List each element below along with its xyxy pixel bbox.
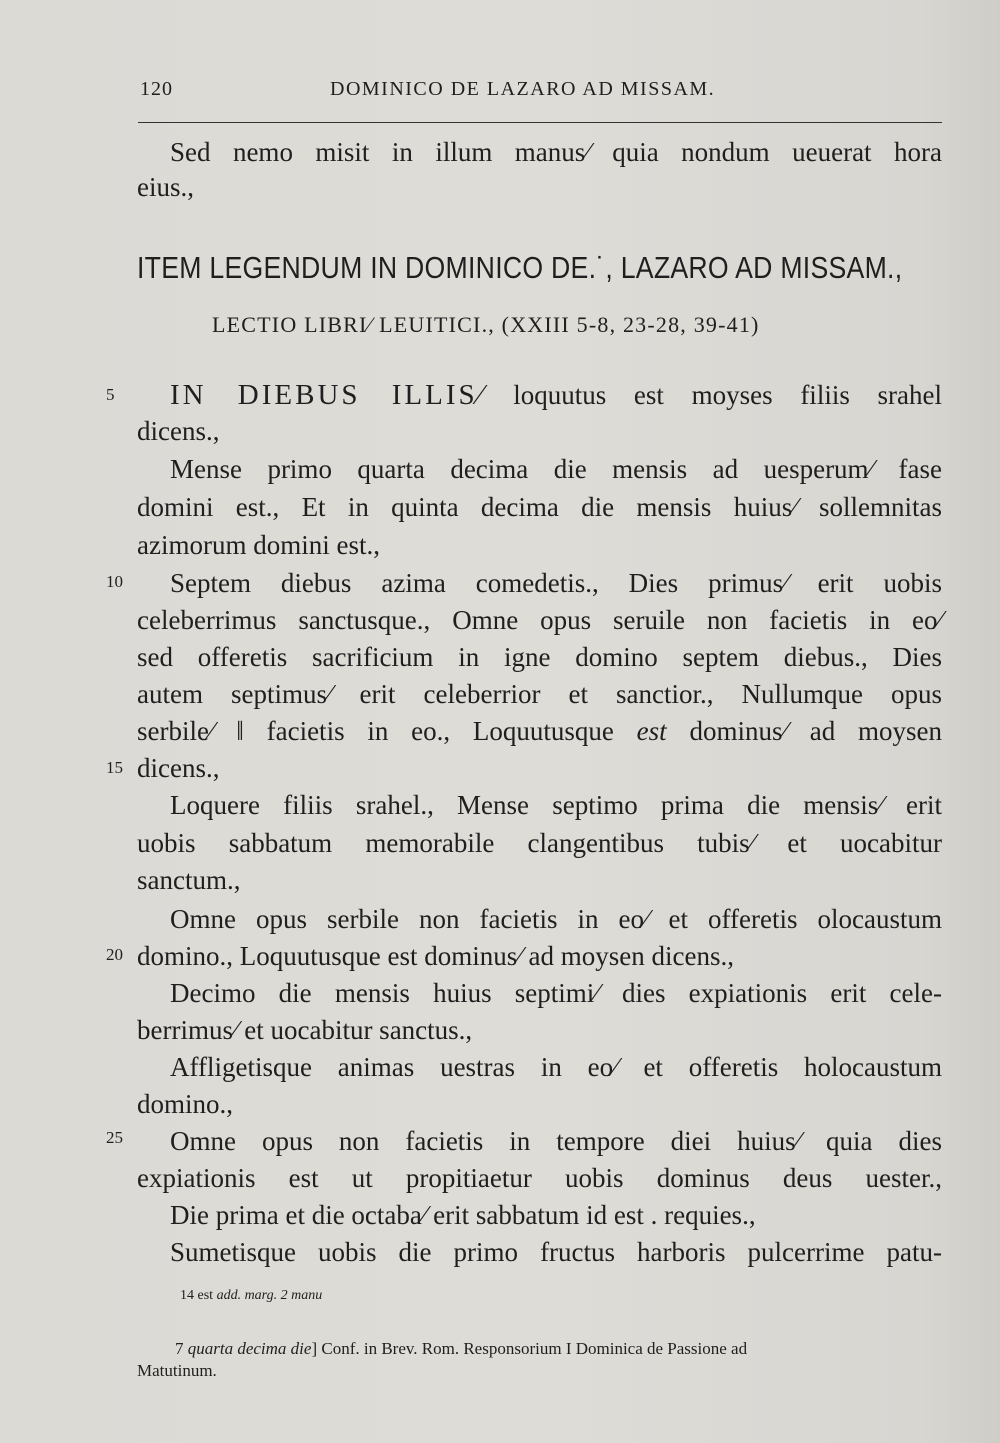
- commentary-line: [137, 1338, 942, 1360]
- line-number: 20: [106, 945, 123, 964]
- text-line: celeberrimus sanctusque., Omne opus seruile non facietis in eo⁄: [137, 605, 942, 635]
- text-line: autem septimus⁄ erit celeberrior et sanctior., Nullumque opus: [137, 679, 942, 709]
- text-line: Omne opus serbile non facietis in eo⁄ et offeretis olocaustum: [170, 904, 942, 934]
- italic-word: est: [636, 716, 667, 746]
- text-line: Loquere filiis srahel., Mense septimo prima die mensis⁄ erit: [170, 790, 942, 820]
- apparatus-note: [180, 1288, 322, 1304]
- commentary-note: [137, 1338, 942, 1382]
- text-line: domini est., Et in quinta decima die mensis huius⁄ sollemnitas: [137, 492, 942, 522]
- text-line: Affligetisque animas uestras in eo⁄ et offeretis holocaustum: [170, 1052, 942, 1082]
- text-line: berrimus⁄ et uocabitur sanctus.,: [137, 1015, 473, 1045]
- text-line: Mense primo quarta decima die mensis ad uesperum⁄ fase: [170, 454, 942, 484]
- page-number: 120: [140, 78, 173, 100]
- commentary-line-number: 7: [175, 1339, 184, 1358]
- text-line: dicens.,: [137, 416, 220, 446]
- text-line: Decimo die mensis huius septimi⁄ dies expiationis erit cele-: [170, 978, 942, 1008]
- line-number: 25: [106, 1128, 123, 1147]
- text-line: eius.,: [137, 172, 194, 202]
- apparatus-word: est: [197, 1288, 214, 1303]
- commentary-lemma: quarta decima die: [187, 1339, 312, 1358]
- text-line: Septem diebus azima comedetis., Dies primus⁄ erit uobis: [170, 568, 942, 598]
- text-line: uobis sabbatum memorabile clangentibus tubis⁄ et uocabitur: [137, 828, 942, 858]
- text-line: expiationis est ut propitiaetur uobis dominus deus uester.,: [137, 1163, 942, 1193]
- text-line: Die prima et die octaba⁄ erit sabbatum id est . requies.,: [170, 1200, 756, 1230]
- text-line: domino.,: [137, 1089, 234, 1119]
- running-title: DOMINICO DE LAZARO AD MISSAM.: [330, 78, 716, 100]
- commentary-line: Matutinum.: [137, 1361, 217, 1380]
- apparatus-text: add. marg. 2 manu: [216, 1288, 323, 1303]
- section-heading: ITEM LEGENDUM IN DOMINICO DE.˙, LAZARO AD MISSAM.,: [137, 250, 903, 285]
- text-line: azimorum domini est.,: [137, 530, 380, 560]
- text-line: [170, 378, 942, 412]
- text-line: sed offeretis sacrificium in igne domino septem diebus., Dies: [137, 642, 942, 672]
- text-line: dicens.,: [137, 753, 220, 783]
- running-head: [140, 78, 940, 108]
- line-number: 10: [106, 572, 123, 591]
- text-line: Sumetisque uobis die primo fructus harboris pulcerrime patu-: [170, 1237, 942, 1267]
- text-fragment: dominus⁄ ad moysen: [689, 716, 943, 746]
- text-fragment: loquutus est moyses filiis srahel: [513, 380, 943, 410]
- text-line: sanctum.,: [137, 865, 241, 895]
- apparatus-line-number: 14: [180, 1288, 194, 1303]
- incipit-caps: IN DIEBUS ILLIS⁄: [170, 379, 486, 411]
- text-fragment: serbile⁄ ‖ facietis in eo., Loquutusque: [137, 716, 614, 746]
- header-rule: [138, 122, 942, 123]
- line-number: 15: [106, 758, 123, 777]
- lection-heading: LECTIO LIBRI⁄ LEUITICI., (XXIII 5-8, 23-28, 39-41): [212, 312, 760, 337]
- text-line: [137, 714, 942, 748]
- text-line: Omne opus non facietis in tempore diei huius⁄ quia dies: [170, 1126, 942, 1156]
- commentary-text: ] Conf. in Brev. Rom. Responsorium I Dominica de Passione ad: [311, 1339, 748, 1358]
- text-line: domino., Loquutusque est dominus⁄ ad moysen dicens.,: [137, 941, 734, 971]
- line-number: 5: [106, 385, 115, 404]
- text-line: Sed nemo misit in illum manus⁄ quia nondum ueuerat hora: [170, 137, 942, 167]
